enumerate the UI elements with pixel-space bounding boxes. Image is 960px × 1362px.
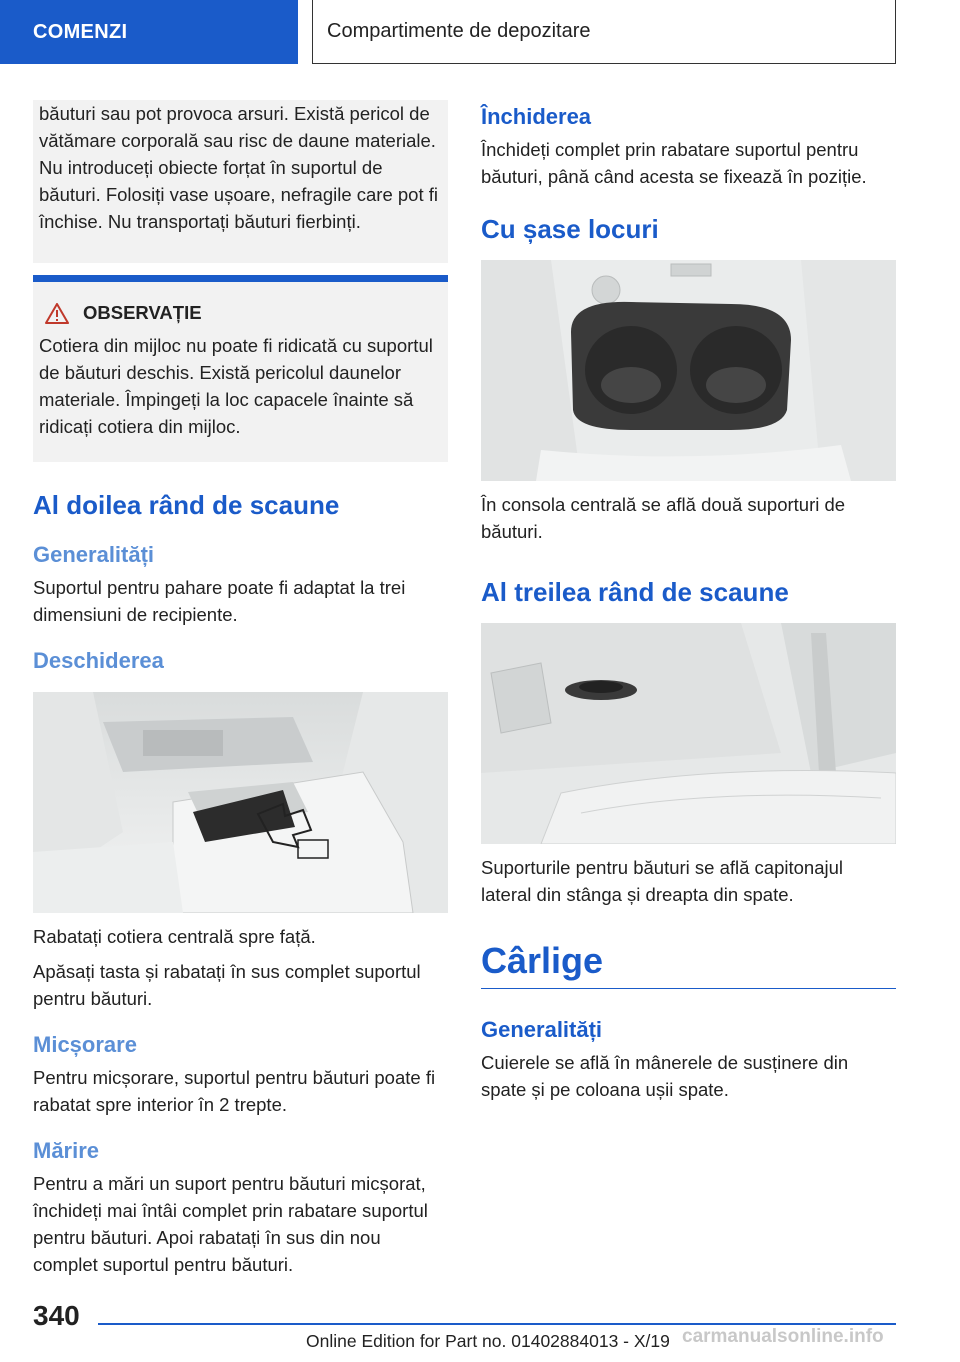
left-column	[33, 100, 448, 1278]
general-text: Suportul pentru pahare poate fi adaptat la trei dimensiuni de recipiente.	[33, 577, 406, 625]
armrest-cupholder-illustration	[33, 692, 448, 913]
page-title: Compartimente de depozitare	[312, 0, 896, 64]
notice-title: OBSERVAȚIE	[83, 302, 202, 323]
reduce-text: Pentru micșorare, suportul pentru băuturi poate fi rabatat spre interior în 2 trepte.	[33, 1067, 436, 1115]
enlarge-text: Pentru a mări un suport pentru băuturi micșorat, închideți mai întâi complet prin rabatare suportul pentru băuturi. Apoi rabatați în sus din nou complet suportul pentru băuturi.	[33, 1173, 428, 1275]
subheading-reduce: Micșorare	[33, 1032, 137, 1057]
right-column	[481, 100, 896, 1103]
subheading-close: Închiderea	[481, 104, 592, 129]
page-number: 340	[33, 1300, 80, 1331]
subheading-enlarge: Mărire	[33, 1138, 100, 1163]
center-console-cupholders-illustration	[481, 260, 896, 481]
warning-text: băuturi sau pot provoca arsuri. Există pericol de vătămare corporală sau risc de daune materiale. Nu introduceți obiecte forțat în suportul de băuturi. Folosiți vase ușoare, nefragile care pot fi închise. Nu transportați băuturi fierbinți.	[39, 103, 438, 232]
notice-header	[39, 302, 442, 324]
section-heading-second-row: Al doilea rând de scaune	[33, 490, 340, 520]
section-heading-six-seats: Cu șase locuri	[481, 214, 659, 244]
subheading-hooks-general: Generalități	[481, 1017, 603, 1042]
console-image	[481, 260, 896, 481]
footer-edition: Online Edition for Part no. 01402884013 - X/19	[306, 1331, 670, 1351]
chapter-heading-hooks: Cârlige	[481, 938, 896, 989]
side-trim-image	[481, 623, 896, 844]
close-text: Închideți complet prin rabatare suportul pentru băuturi, până când acesta se fixează în poziție.	[481, 139, 867, 187]
hooks-general-text: Cuierele se află în mânerele de susținere din spate și pe coloana ușii spate.	[481, 1052, 849, 1100]
section-tab[interactable]: COMENZI	[0, 0, 298, 64]
section-heading-third-row: Al treilea rând de scaune	[481, 577, 789, 607]
warning-box-continued	[33, 100, 448, 263]
warning-triangle-icon	[45, 303, 69, 324]
watermark: carmanualsonline.info	[682, 1326, 884, 1347]
third-caption: Suporturile pentru băuturi se află capitonajul lateral din stânga și dreapta din spate.	[481, 857, 844, 905]
side-trim-cupholder-illustration	[481, 623, 896, 844]
subheading-open: Deschiderea	[33, 648, 164, 673]
notice-text: Cotiera din mijloc nu poate fi ridicată cu suportul de băuturi deschis. Există pericolul daunelor materiale. Împingeți la loc capacele înainte să ridicați cotiera din mijloc.	[39, 335, 433, 437]
notice-box	[33, 275, 448, 462]
open-caption-2: Apăsați tasta și rabatați în sus complet suportul pentru băuturi.	[33, 961, 421, 1009]
footer-divider	[98, 1323, 896, 1325]
open-caption-1: Rabatați cotiera centrală spre față.	[33, 926, 316, 947]
armrest-image	[33, 692, 448, 913]
subheading-general: Generalități	[33, 542, 155, 567]
six-caption: În consola centrală se află două suporturi de băuturi.	[481, 494, 846, 542]
